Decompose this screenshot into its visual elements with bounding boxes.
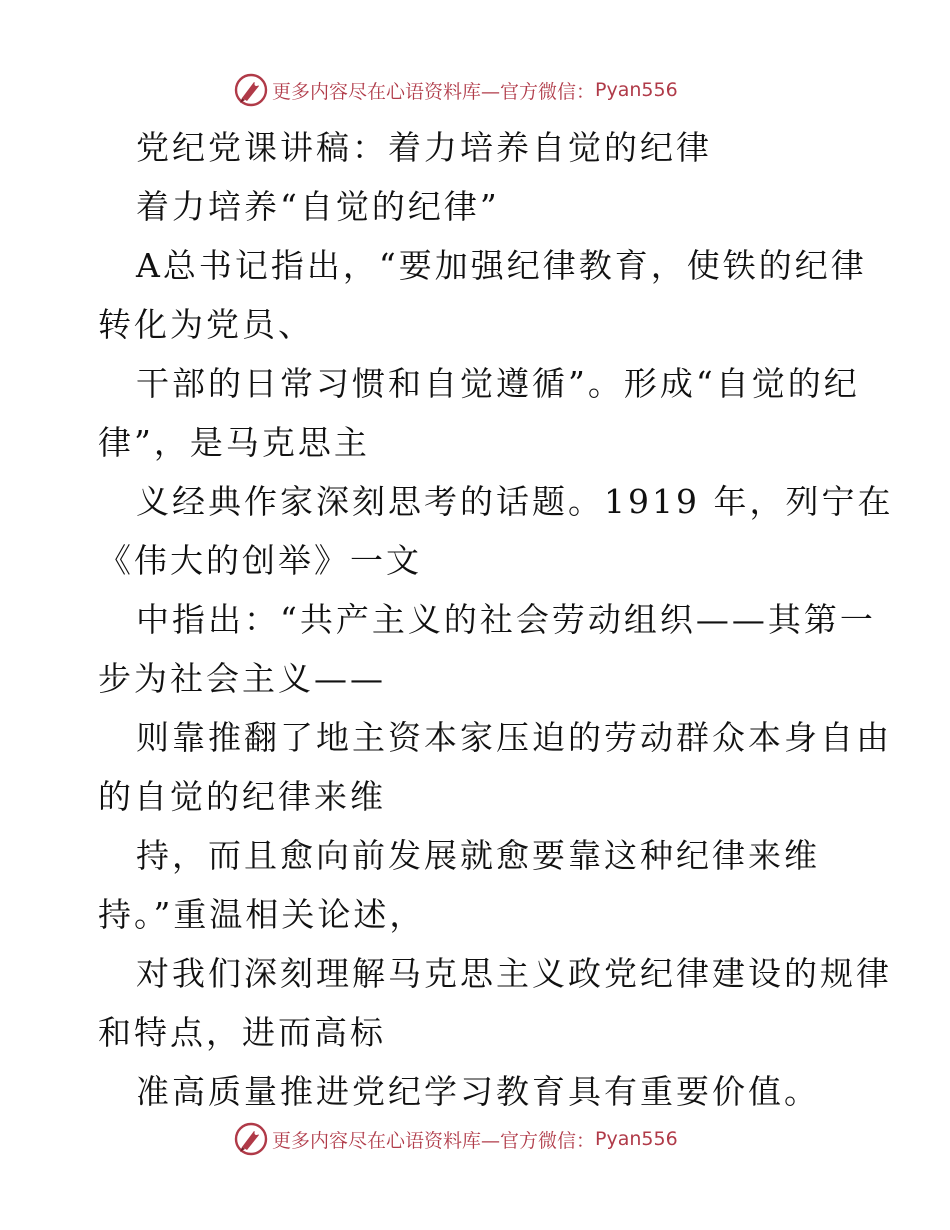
paragraph-line: 干部的日常习惯和自觉遵循”。形成“自觉的纪 <box>136 364 860 403</box>
header-banner <box>234 72 714 108</box>
paragraph-line: 对我们深刻理解马克思主义政党纪律建设的规律 <box>136 954 892 993</box>
doc-subtitle: 着力培养“自觉的纪律” <box>136 187 500 226</box>
paragraph-line: 步为社会主义—— <box>98 659 386 698</box>
paragraph-line: 律”，是马克思主 <box>98 423 370 462</box>
paragraph-line: 《伟大的创举》一文 <box>98 541 422 580</box>
paragraph-line: 转化为党员、 <box>98 305 314 344</box>
paragraph-line: 的自觉的纪律来维 <box>98 777 386 816</box>
doc-title: 党纪党课讲稿：着力培养自觉的纪律 <box>136 128 712 167</box>
pen-logo-icon <box>234 73 268 107</box>
footer-banner <box>234 1121 714 1157</box>
pen-logo-icon <box>234 1122 268 1156</box>
paragraph-line: 持，而且愈向前发展就愈要靠这种纪律来维 <box>136 836 820 875</box>
paragraph-line: 中指出：“共产主义的社会劳动组织——其第一 <box>136 600 876 639</box>
document-body <box>98 118 894 1121</box>
paragraph-line: 和特点，进而高标 <box>98 1013 386 1052</box>
header-banner-text: 更多内容尽在心语资料库—官方微信： <box>272 80 596 103</box>
paragraph-line: 持。”重温相关论述， <box>98 895 426 934</box>
paragraph-line: A总书记指出，“要加强纪律教育，使铁的纪律 <box>136 246 867 285</box>
paragraph-line: 义经典作家深刻思考的话题。1919 年，列宁在 <box>136 482 894 521</box>
footer-banner-id: Pyan556 <box>595 1128 678 1150</box>
paragraph-line: 准高质量推进党纪学习教育具有重要价值。 <box>136 1072 820 1111</box>
footer-banner-text: 更多内容尽在心语资料库—官方微信： <box>272 1129 596 1152</box>
paragraph-line: 则靠推翻了地主资本家压迫的劳动群众本身自由 <box>136 718 892 757</box>
header-banner-id: Pyan556 <box>595 79 678 101</box>
